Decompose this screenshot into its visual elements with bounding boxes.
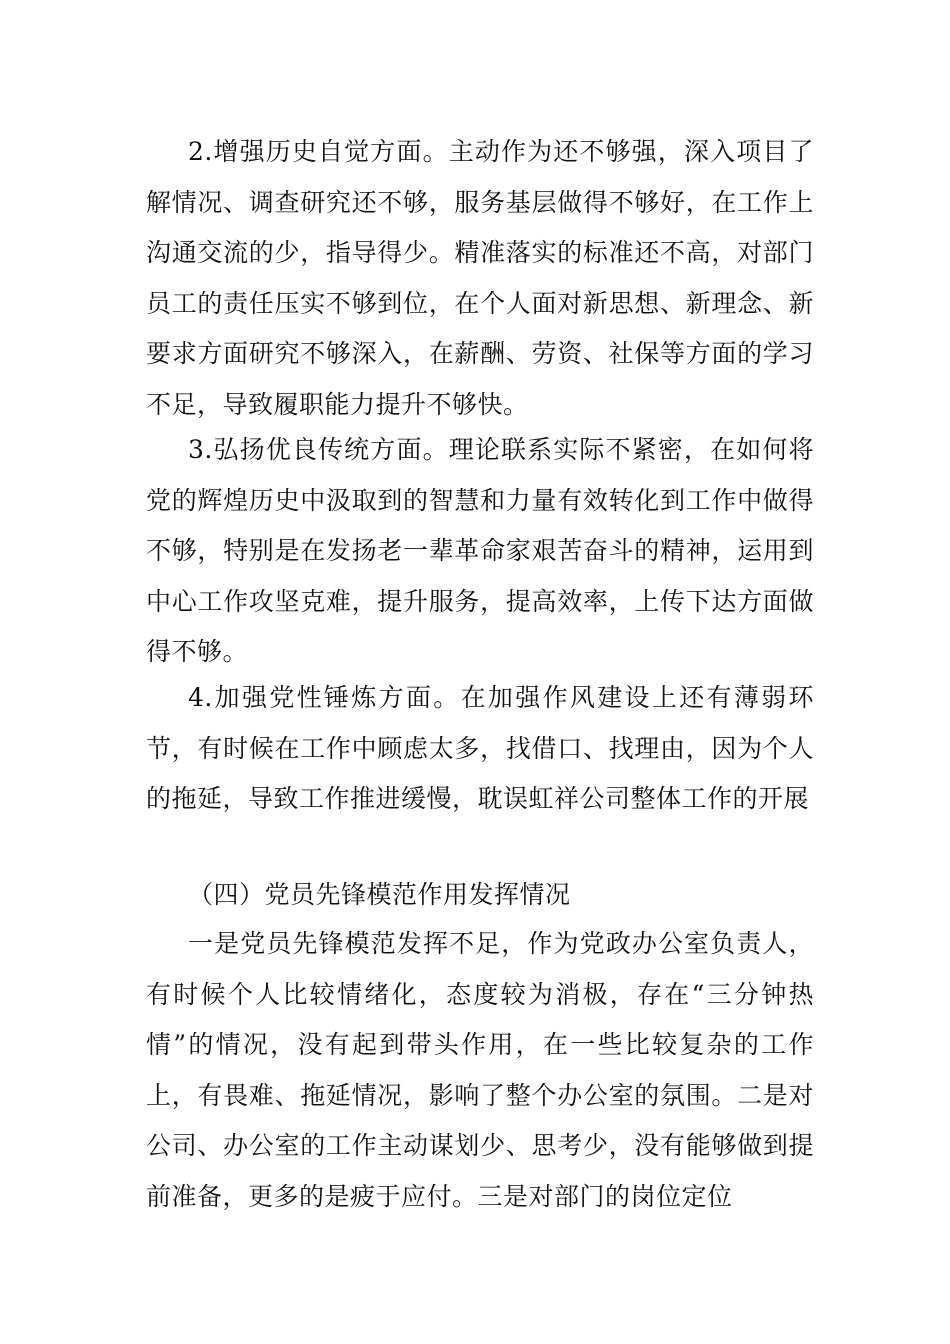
paragraph-historical-consciousness: 2.增强历史自觉方面。主动作为还不够强，深入项目了解情况、调查研究还不够，服务基层做得不够好，在工作上沟通交流的少，指导得少。精准落实的标准还不高，对部门员工的责任压实不够到位，在个人面对新思想、新理念、新要求方面研究不够深入，在薪酬、劳资、社保等方面的学习不足，导致履职能力提升不够快。 — [146, 137, 814, 419]
paragraph-vanguard-role: 一是党员先锋模范发挥不足，作为党政办公室负责人，有时候个人比较情绪化，态度较为消极，存在“三分钟热情”的情况，没有起到带头作用，在一些比较复杂的工作上，有畏难、拖延情况，影响了整个办公室的氛围。二是对公司、办公室的工作主动谋划少、思考少，没有能够做到提前准备，更多的是疲于应付。三是对部门的岗位定位 — [146, 929, 814, 1211]
section-heading: （四）党员先锋模范作用发挥情况 — [188, 880, 571, 909]
paragraph-party-spirit: 4.加强党性锤炼方面。在加强作风建设上还有薄弱环节，有时候在工作中顾虑太多，找借口、找理由，因为个人的拖延，导致工作推进缓慢，耽误虹祥公司整体工作的开展 — [146, 683, 814, 813]
paragraph-fine-traditions: 3.弘扬优良传统方面。理论联系实际不紧密，在如何将党的辉煌历史中汲取到的智慧和力量有效转化到工作中做得不够，特别是在发扬老一辈革命家艰苦奋斗的精神，运用到中心工作攻坚克难，提升服务，提高效率，上传下达方面做得不够。 — [146, 435, 814, 666]
